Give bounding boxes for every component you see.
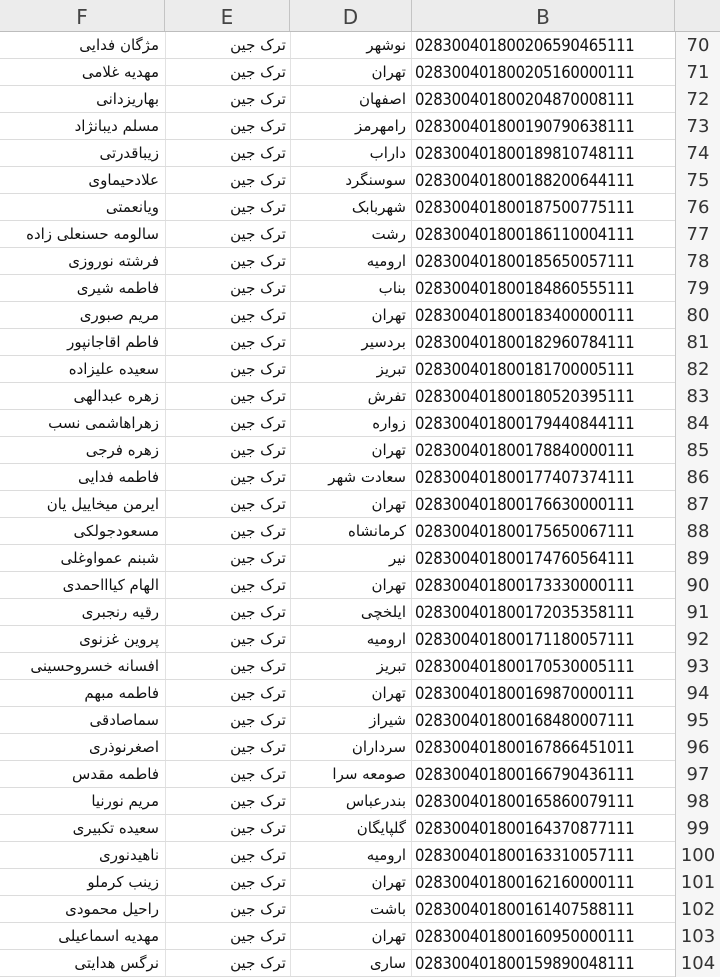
cell-type[interactable]: ترک جین bbox=[230, 900, 286, 918]
row-number[interactable]: 99 bbox=[675, 815, 720, 842]
cell-city[interactable]: تهران bbox=[371, 63, 406, 81]
table-row bbox=[0, 788, 720, 815]
table-row bbox=[0, 545, 720, 572]
cell-city[interactable]: باشت bbox=[369, 900, 406, 918]
cell-name[interactable]: زهراهاشمی نسب bbox=[48, 414, 159, 432]
cell-city[interactable]: اصفهان bbox=[359, 90, 406, 108]
cell-city[interactable]: تهران bbox=[371, 306, 406, 324]
cell-city[interactable]: تبریز bbox=[376, 360, 406, 378]
cell-type[interactable]: ترک جین bbox=[230, 441, 286, 459]
cell-name[interactable]: فاطمه مقدس bbox=[72, 765, 159, 783]
table-row bbox=[0, 923, 720, 950]
cell-type[interactable]: ترک جین bbox=[230, 954, 286, 972]
cell-code[interactable]: 028300401800168480007111 bbox=[415, 711, 635, 730]
cell-code[interactable]: 028300401800174760564111 bbox=[415, 549, 635, 568]
cell-type[interactable]: ترک جین bbox=[230, 549, 286, 567]
table-row bbox=[0, 437, 720, 464]
cell-code[interactable]: 028300401800183400000111 bbox=[415, 306, 635, 325]
cell-name[interactable]: ایرمن میخاییل یان bbox=[46, 495, 159, 513]
cell-code[interactable]: 028300401800169870000111 bbox=[415, 684, 635, 703]
cell-city[interactable]: شیراز bbox=[369, 711, 406, 729]
cell-type[interactable]: ترک جین bbox=[230, 630, 286, 648]
cell-type[interactable]: ترک جین bbox=[230, 738, 286, 756]
row-number[interactable]: 70 bbox=[675, 32, 720, 59]
table-row bbox=[0, 113, 720, 140]
cell-type[interactable]: ترک جین bbox=[230, 117, 286, 135]
row-number[interactable]: 71 bbox=[675, 59, 720, 86]
table-row bbox=[0, 815, 720, 842]
cell-code[interactable]: 028300401800165860079111 bbox=[415, 792, 635, 811]
cell-code[interactable]: 028300401800187500775111 bbox=[415, 198, 635, 217]
column-header-b[interactable]: B bbox=[412, 0, 675, 31]
table-row bbox=[0, 599, 720, 626]
cell-city[interactable]: ساری bbox=[369, 954, 406, 972]
row-number[interactable]: 86 bbox=[675, 464, 720, 491]
cell-name[interactable]: پروین غزنوی bbox=[79, 630, 159, 648]
cell-code[interactable]: 028300401800171180057111 bbox=[415, 630, 635, 649]
table-row bbox=[0, 86, 720, 113]
cell-type[interactable]: ترک جین bbox=[230, 819, 286, 837]
cell-city[interactable]: شهربابک bbox=[351, 198, 406, 216]
cell-type[interactable]: ترک جین bbox=[230, 90, 286, 108]
cell-type[interactable]: ترک جین bbox=[230, 198, 286, 216]
cell-code[interactable]: 028300401800175650067111 bbox=[415, 522, 635, 541]
table-row bbox=[0, 626, 720, 653]
cell-city[interactable]: رشت bbox=[371, 225, 406, 243]
cell-code[interactable]: 028300401800182960784111 bbox=[415, 333, 635, 352]
cell-name[interactable]: مژگان فدایی bbox=[79, 36, 159, 54]
cell-code[interactable]: 028300401800204870008111 bbox=[415, 90, 635, 109]
row-number[interactable]: 81 bbox=[675, 329, 720, 356]
cell-city[interactable]: بندرعباس bbox=[345, 792, 406, 810]
cell-code[interactable]: 028300401800167866451011 bbox=[415, 738, 635, 757]
table-row bbox=[0, 302, 720, 329]
cell-type[interactable]: ترک جین bbox=[230, 387, 286, 405]
cell-name[interactable]: نرگس هدایتی bbox=[74, 954, 159, 972]
row-number[interactable]: 72 bbox=[675, 86, 720, 113]
cell-type[interactable]: ترک جین bbox=[230, 765, 286, 783]
cell-code[interactable]: 028300401800179440844111 bbox=[415, 414, 635, 433]
cell-type[interactable]: ترک جین bbox=[230, 171, 286, 189]
cell-name[interactable]: مسلم دیبانژاد bbox=[74, 117, 159, 135]
cell-code[interactable]: 028300401800190790638111 bbox=[415, 117, 635, 136]
cell-code[interactable]: 028300401800205160000111 bbox=[415, 63, 635, 82]
table-row bbox=[0, 680, 720, 707]
cell-code[interactable]: 028300401800180520395111 bbox=[415, 387, 635, 406]
row-number[interactable]: 95 bbox=[675, 707, 720, 734]
cell-name[interactable]: مهدیه غلامی bbox=[81, 63, 159, 81]
row-number[interactable]: 89 bbox=[675, 545, 720, 572]
cell-type[interactable]: ترک جین bbox=[230, 927, 286, 945]
cell-type[interactable]: ترک جین bbox=[230, 333, 286, 351]
cell-city[interactable]: تبریز bbox=[376, 657, 406, 675]
cell-code[interactable]: 028300401800161407588111 bbox=[415, 900, 635, 919]
cell-city[interactable]: ارومیه bbox=[366, 846, 406, 864]
cell-code[interactable]: 028300401800184860555111 bbox=[415, 279, 635, 298]
table-row bbox=[0, 383, 720, 410]
cell-code[interactable]: 028300401800166790436111 bbox=[415, 765, 635, 784]
table-row bbox=[0, 410, 720, 437]
cell-code[interactable]: 028300401800188200644111 bbox=[415, 171, 635, 190]
row-number[interactable]: 73 bbox=[675, 113, 720, 140]
row-number[interactable]: 94 bbox=[675, 680, 720, 707]
cell-name[interactable]: زیباقدرتی bbox=[99, 144, 159, 162]
table-row bbox=[0, 518, 720, 545]
cell-type[interactable]: ترک جین bbox=[230, 495, 286, 513]
row-number[interactable]: 77 bbox=[675, 221, 720, 248]
table-row bbox=[0, 869, 720, 896]
cell-city[interactable]: صومعه سرا bbox=[332, 765, 406, 783]
cell-code[interactable]: 028300401800178840000111 bbox=[415, 441, 635, 460]
table-row bbox=[0, 842, 720, 869]
cell-code[interactable]: 028300401800172035358111 bbox=[415, 603, 635, 622]
table-row bbox=[0, 653, 720, 680]
table-row bbox=[0, 194, 720, 221]
table-row bbox=[0, 248, 720, 275]
column-header-f[interactable]: F bbox=[0, 0, 165, 31]
column-header-d[interactable]: D bbox=[290, 0, 412, 31]
cell-name[interactable]: سعیده تکبیری bbox=[72, 819, 159, 837]
cell-type[interactable]: ترک جین bbox=[230, 711, 286, 729]
cell-name[interactable]: زهره فرجی bbox=[85, 441, 159, 459]
cell-name[interactable]: شبنم عمواوغلی bbox=[60, 549, 159, 567]
cell-city[interactable]: بناب bbox=[378, 279, 406, 297]
cell-city[interactable]: تفرش bbox=[367, 387, 406, 405]
cell-code[interactable]: 028300401800173330000111 bbox=[415, 576, 635, 595]
row-number[interactable]: 96 bbox=[675, 734, 720, 761]
row-number[interactable]: 74 bbox=[675, 140, 720, 167]
cell-code[interactable]: 028300401800170530005111 bbox=[415, 657, 635, 676]
cell-type[interactable]: ترک جین bbox=[230, 468, 286, 486]
row-number[interactable]: 97 bbox=[675, 761, 720, 788]
row-number[interactable]: 91 bbox=[675, 599, 720, 626]
cell-city[interactable]: نیر bbox=[389, 549, 406, 567]
row-number[interactable]: 76 bbox=[675, 194, 720, 221]
cell-name[interactable]: راحیل محمودی bbox=[65, 900, 159, 918]
cell-city[interactable]: گلپایگان bbox=[356, 819, 406, 837]
cell-code[interactable]: 028300401800206590465111 bbox=[415, 36, 635, 55]
cell-city[interactable]: تهران bbox=[371, 441, 406, 459]
row-number[interactable]: 80 bbox=[675, 302, 720, 329]
row-number[interactable]: 79 bbox=[675, 275, 720, 302]
cell-name[interactable]: الهام کیاااحمدی bbox=[62, 576, 159, 594]
cell-code[interactable]: 028300401800160950000111 bbox=[415, 927, 635, 946]
cell-name[interactable]: اصغرنوذری bbox=[88, 738, 159, 756]
row-number[interactable]: 84 bbox=[675, 410, 720, 437]
cell-type[interactable]: ترک جین bbox=[230, 576, 286, 594]
cell-type[interactable]: ترک جین bbox=[230, 360, 286, 378]
row-number[interactable]: 83 bbox=[675, 383, 720, 410]
cell-city[interactable]: کرمانشاه bbox=[347, 522, 406, 540]
table-row bbox=[0, 32, 720, 59]
table-row bbox=[0, 464, 720, 491]
table-row bbox=[0, 491, 720, 518]
cell-city[interactable]: تهران bbox=[371, 495, 406, 513]
cell-code[interactable]: 028300401800164370877111 bbox=[415, 819, 635, 838]
table-row bbox=[0, 896, 720, 923]
column-header-e[interactable]: E bbox=[165, 0, 290, 31]
row-number[interactable]: 102 bbox=[675, 896, 720, 923]
cell-city[interactable]: سرداران bbox=[351, 738, 406, 756]
row-number[interactable]: 103 bbox=[675, 923, 720, 950]
cell-code[interactable]: 028300401800185650057111 bbox=[415, 252, 635, 271]
cell-code[interactable]: 028300401800163310057111 bbox=[415, 846, 635, 865]
cell-name[interactable]: فاطمه شیری bbox=[76, 279, 159, 297]
row-number[interactable]: 101 bbox=[675, 869, 720, 896]
cell-city[interactable]: ایلخچی bbox=[360, 603, 406, 621]
cell-code[interactable]: 028300401800181700005111 bbox=[415, 360, 635, 379]
cell-name[interactable]: مریم نورنیا bbox=[91, 792, 159, 810]
table-row bbox=[0, 761, 720, 788]
cell-name[interactable]: مهدیه اسماعیلی bbox=[58, 927, 159, 945]
cell-type[interactable]: ترک جین bbox=[230, 873, 286, 891]
cell-name[interactable]: فاطمه مبهم bbox=[84, 684, 159, 702]
cell-name[interactable]: فاطم اقاجانپور bbox=[67, 333, 159, 351]
cell-name[interactable]: علادحیماوی bbox=[88, 171, 159, 189]
cell-name[interactable]: سعیده علیزاده bbox=[68, 360, 159, 378]
cell-name[interactable]: زینب کرملو bbox=[87, 873, 159, 891]
row-number[interactable]: 85 bbox=[675, 437, 720, 464]
cell-city[interactable]: تهران bbox=[371, 576, 406, 594]
row-number[interactable]: 90 bbox=[675, 572, 720, 599]
cell-type[interactable]: ترک جین bbox=[230, 603, 286, 621]
cell-city[interactable]: تهران bbox=[371, 873, 406, 891]
cell-type[interactable]: ترک جین bbox=[230, 63, 286, 81]
row-number[interactable]: 100 bbox=[675, 842, 720, 869]
table-row bbox=[0, 329, 720, 356]
cell-name[interactable]: بهاریزدانی bbox=[96, 90, 159, 108]
table-row bbox=[0, 59, 720, 86]
table-row bbox=[0, 221, 720, 248]
table-row bbox=[0, 950, 720, 977]
cell-type[interactable]: ترک جین bbox=[230, 36, 286, 54]
cell-city[interactable]: ارومیه bbox=[366, 252, 406, 270]
cell-name[interactable]: زهره عبدالهی bbox=[73, 387, 159, 405]
cell-code[interactable]: 028300401800162160000111 bbox=[415, 873, 635, 892]
column-header-rownum bbox=[675, 0, 720, 31]
row-number[interactable]: 92 bbox=[675, 626, 720, 653]
cell-name[interactable]: سماصادقی bbox=[89, 711, 159, 729]
cell-code[interactable]: 028300401800176630000111 bbox=[415, 495, 635, 514]
cell-type[interactable]: ترک جین bbox=[230, 144, 286, 162]
cell-city[interactable]: رامهرمز bbox=[355, 117, 406, 135]
row-number[interactable]: 75 bbox=[675, 167, 720, 194]
cell-city[interactable]: سوسنگرد bbox=[345, 171, 406, 189]
cell-type[interactable]: ترک جین bbox=[230, 225, 286, 243]
cell-type[interactable]: ترک جین bbox=[230, 846, 286, 864]
cell-code[interactable]: 028300401800189810748111 bbox=[415, 144, 635, 163]
cell-type[interactable]: ترک جین bbox=[230, 414, 286, 432]
cell-name[interactable]: ناهیدنوری bbox=[99, 846, 159, 864]
table-row bbox=[0, 140, 720, 167]
row-number[interactable]: 104 bbox=[675, 950, 720, 977]
cell-type[interactable]: ترک جین bbox=[230, 306, 286, 324]
cell-code[interactable]: 028300401800159890048111 bbox=[415, 954, 635, 973]
cell-name[interactable]: فرشته نوروزی bbox=[68, 252, 159, 270]
table-row bbox=[0, 275, 720, 302]
row-number[interactable]: 93 bbox=[675, 653, 720, 680]
row-number[interactable]: 78 bbox=[675, 248, 720, 275]
cell-code[interactable]: 028300401800186110004111 bbox=[415, 225, 635, 244]
cell-type[interactable]: ترک جین bbox=[230, 279, 286, 297]
cell-code[interactable]: 028300401800177407374111 bbox=[415, 468, 635, 487]
row-number[interactable]: 87 bbox=[675, 491, 720, 518]
cell-name[interactable]: سالومه حسنعلی زاده bbox=[26, 225, 159, 243]
cell-name[interactable]: رقیه رنجبری bbox=[81, 603, 159, 621]
cell-name[interactable]: مریم صبوری bbox=[79, 306, 159, 324]
cell-name[interactable]: ویانعمتی bbox=[105, 198, 159, 216]
cell-city[interactable]: تهران bbox=[371, 927, 406, 945]
table-row bbox=[0, 707, 720, 734]
table-row bbox=[0, 572, 720, 599]
cell-city[interactable]: زواره bbox=[372, 414, 406, 432]
cell-type[interactable]: ترک جین bbox=[230, 792, 286, 810]
row-number[interactable]: 98 bbox=[675, 788, 720, 815]
cell-city[interactable]: ارومیه bbox=[366, 630, 406, 648]
cell-city[interactable]: سعادت شهر bbox=[328, 468, 406, 486]
cell-type[interactable]: ترک جین bbox=[230, 522, 286, 540]
cell-type[interactable]: ترک جین bbox=[230, 684, 286, 702]
table-row bbox=[0, 734, 720, 761]
row-number[interactable]: 82 bbox=[675, 356, 720, 383]
cell-city[interactable]: تهران bbox=[371, 684, 406, 702]
cell-name[interactable]: مسعودجولکی bbox=[73, 522, 159, 540]
cell-type[interactable]: ترک جین bbox=[230, 657, 286, 675]
row-number[interactable]: 88 bbox=[675, 518, 720, 545]
cell-city[interactable]: داراب bbox=[369, 144, 406, 162]
cell-type[interactable]: ترک جین bbox=[230, 252, 286, 270]
cell-city[interactable]: نوشهر bbox=[366, 36, 406, 54]
column-header-bar bbox=[0, 0, 720, 32]
table-row bbox=[0, 356, 720, 383]
cell-name[interactable]: فاطمه فدایی bbox=[77, 468, 159, 486]
cell-name[interactable]: افسانه خسروحسینی bbox=[30, 657, 159, 675]
table-row bbox=[0, 167, 720, 194]
cell-city[interactable]: بردسیر bbox=[361, 333, 406, 351]
